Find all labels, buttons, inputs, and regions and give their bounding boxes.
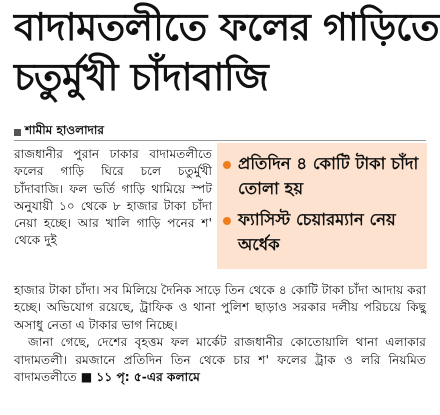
bullet-dot-icon	[223, 217, 231, 225]
highlight-box	[217, 143, 427, 269]
highlight-item	[217, 207, 427, 257]
headline-line-2: চতুর্মুখী চাঁদাবাজি	[14, 55, 269, 99]
byline-author: শামীম হাওলাদার	[25, 123, 104, 137]
continued-on-page: ■ ১১ পৃ: ৫-এর কলামে	[80, 370, 200, 385]
article-paragraph-2	[14, 334, 426, 386]
divider	[14, 140, 426, 141]
highlight-text-2: ফ্যাসিস্ট চেয়ারম্যান নেয় অর্ধেক	[238, 210, 396, 254]
square-bullet-icon	[14, 129, 21, 136]
article-paragraph-2-text: জানা গেছে, দেশের বৃহত্তম ফল মার্কেট রাজধানীর কোতোয়ালি থানা এলাকার বাদামতলী। রমজানে প্রতিদিন তিন থেকে চার শ' ফলের ট্রাক ও লরি নিয়মিত বাদামতলীতে	[14, 335, 426, 385]
headline	[14, 4, 440, 100]
article-column-text	[14, 146, 212, 250]
byline	[14, 122, 104, 142]
highlight-text-1: প্রতিদিন ৪ কোটি টাকা চাঁদা তোলা হয়	[238, 154, 419, 198]
bullet-dot-icon	[223, 161, 231, 169]
highlight-item	[217, 151, 427, 201]
headline-line-1: বাদামতলীতে ফলের গাড়িতে	[14, 5, 440, 49]
article-paragraph-1-cont: হাজার টাকা চাঁদা। সব মিলিয়ে দৈনিক সাড়ে তিন থেকে ৪ কোটি টাকা চাঁদা আদায় করা হচ্ছে। অভিযোগ রয়েছে, ট্রাফিক ও থানা পুলিশ ছাড়াও সরকার দলীয় পরিচয়ে কিছু অসাধু নেতা এ টাকার ভাগ নিচ্ছে।	[14, 283, 426, 332]
article-full-text	[14, 282, 426, 386]
article-paragraph-1: রাজধানীর পুরান ঢাকার বাদামতলীতে ফলের গাড়ি ঘিরে চলে চতুর্মুখী চাঁদাবাজি। ফল ভর্তি গাড়ি থামিয়ে স্পট অনুযায়ী ১০ থেকে ৮ হাজার টাকা চাঁদা নেয়া হচ্ছে। আর খালি গাড়ি পনের শ' থেকে দুই	[14, 147, 212, 248]
